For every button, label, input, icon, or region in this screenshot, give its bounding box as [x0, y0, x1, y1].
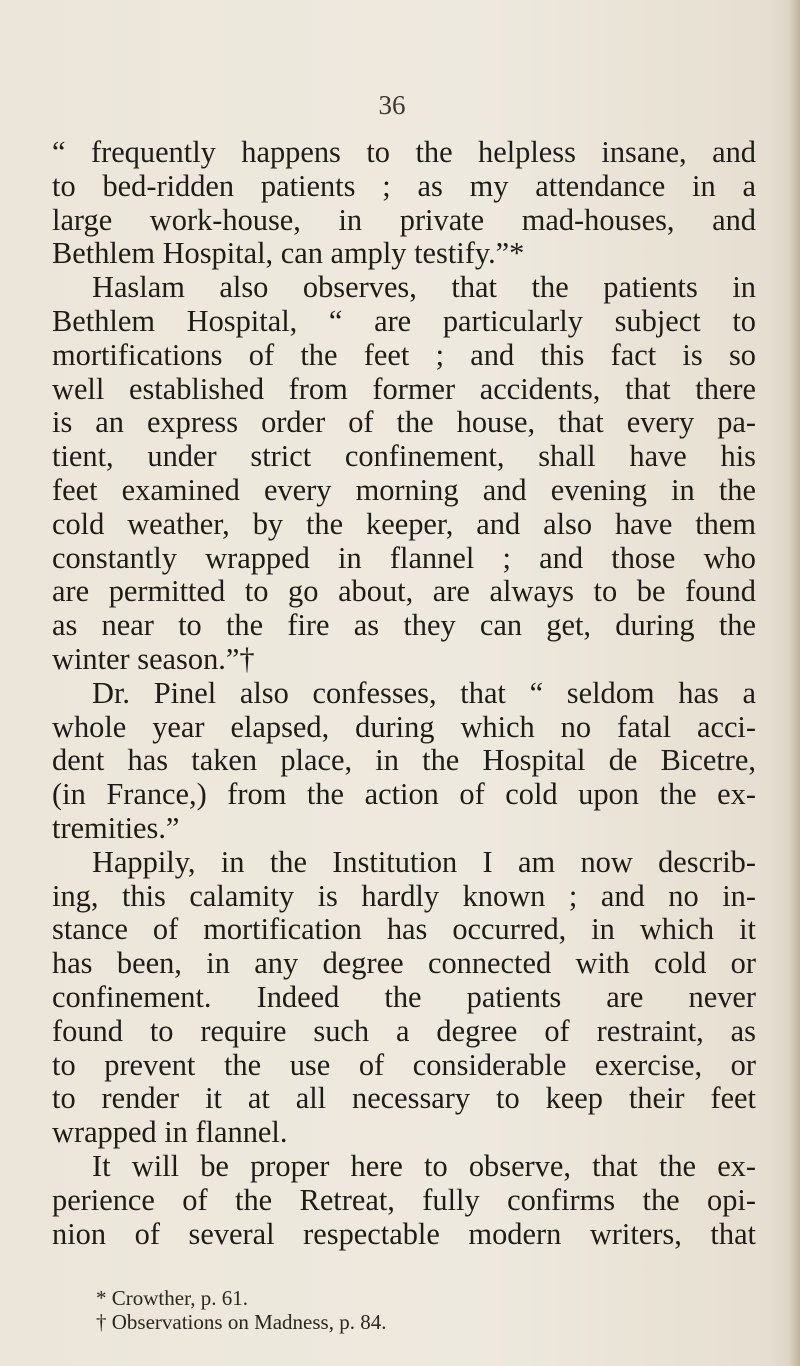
text-line: cold weather, by the keeper, and also have them — [52, 506, 756, 541]
text-line: perience of the Retreat, fully confirms the opi- — [52, 1182, 756, 1217]
text-line: mortifications of the feet ; and this fact is so — [52, 337, 756, 372]
text-line: feet examined every morning and evening in the — [52, 472, 756, 507]
text-line: It will be proper here to observe, that the ex- — [92, 1148, 756, 1183]
page-number: 36 — [378, 90, 406, 120]
text-line: tremities.” — [52, 810, 180, 845]
text-line: are permitted to go about, are always to be found — [52, 574, 756, 609]
text-line: winter season.”† — [52, 641, 255, 676]
text-line: “ frequently happens to the helpless insane, and — [52, 135, 756, 169]
text-line: has been, in any degree connected with cold or — [52, 946, 756, 981]
text-line: well established from former accidents, that there — [52, 371, 756, 406]
body-text — [52, 136, 756, 1251]
text-line: to bed-ridden patients ; as my attendance in a — [52, 168, 756, 203]
text-line: ing, this calamity is hardly known ; and no in- — [52, 878, 756, 913]
text-line: wrapped in flannel. — [52, 1115, 288, 1150]
text-line: Haslam also observes, that the patients in — [92, 270, 756, 305]
footnote: † Observations on Madness, p. 84. — [96, 1310, 387, 1334]
text-line: large work-house, in private mad-houses, and — [52, 202, 756, 237]
page-edge — [790, 0, 800, 1366]
text-line: nion of several respectable modern writers, that — [52, 1216, 756, 1251]
text-line: tient, under strict confinement, shall have his — [52, 439, 756, 474]
text-line: Happily, in the Institution I am now describ- — [92, 844, 756, 879]
text-line: to render it at all necessary to keep their feet — [52, 1081, 756, 1116]
text-line: stance of mortification has occurred, in which it — [52, 912, 756, 947]
text-line: found to require such a degree of restraint, as — [52, 1013, 756, 1048]
footnote: * Crowther, p. 61. — [96, 1286, 248, 1310]
text-line: Bethlem Hospital, “ are particularly subject to — [52, 303, 756, 338]
text-line: whole year elapsed, during which no fatal acci- — [52, 709, 756, 744]
text-line: is an express order of the house, that every pa- — [52, 405, 756, 440]
text-line: (in France,) from the action of cold upon the ex- — [52, 777, 756, 812]
text-line: Bethlem Hospital, can amply testify.”* — [52, 236, 525, 271]
text-line: dent has taken place, in the Hospital de Bicetre, — [52, 743, 756, 778]
text-line: constantly wrapped in flannel ; and those who — [52, 540, 756, 575]
text-line: confinement. Indeed the patients are never — [52, 979, 756, 1014]
text-line: Dr. Pinel also confesses, that “ seldom has a — [92, 675, 756, 710]
text-line: to prevent the use of considerable exercise, or — [52, 1047, 756, 1082]
footnotes — [96, 1286, 696, 1334]
text-line: as near to the fire as they can get, during the — [52, 608, 756, 643]
